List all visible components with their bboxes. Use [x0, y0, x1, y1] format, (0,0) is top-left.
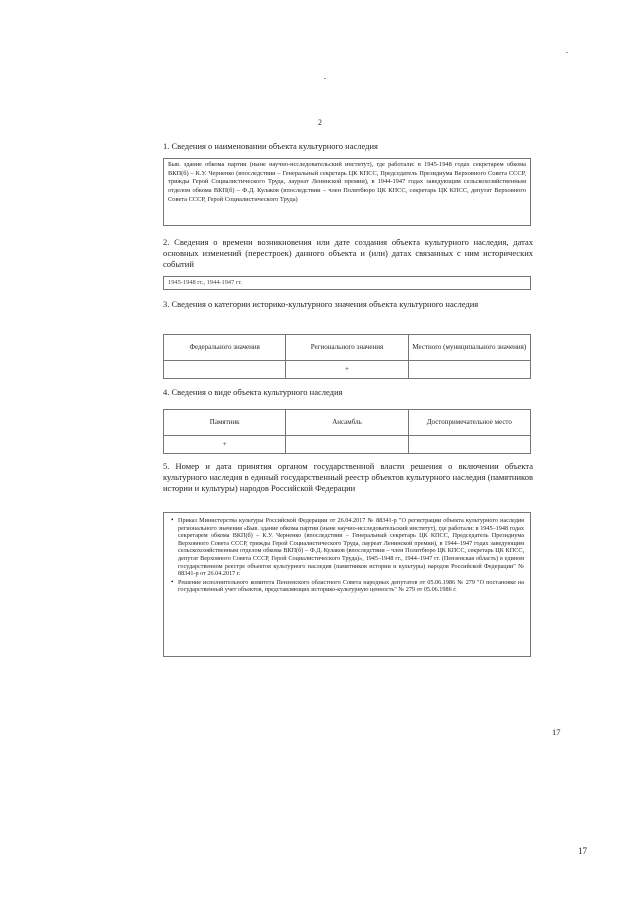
category-table — [163, 334, 531, 379]
table-cell — [164, 361, 286, 379]
section-5-title: 5. Номер и дата принятия органом государственной власти решения о включении объекта культурного наследия в единый государственный реестр объектов культурного наследия (памятников истории и культуры) народов Российской Федерации — [163, 461, 533, 493]
type-table — [163, 409, 531, 454]
scan-speck — [566, 52, 568, 53]
section-5-box — [163, 512, 531, 657]
list-item: • Приказ Министерства культуры Российской Федерации от 26.04.2017 № 88341-р "О регистрации объекта культурного наследия регионального значения «Быв. здание обкома партии (ныне научно-исследовательский институт), где работали: в 1945–1948 годах секретарем обкома ВКП(б) – К.У. Черненко (впоследствии – Генеральный секретарь ЦК КПСС, Председатель Президиума Верховного Совета СССР, трижды Герой Социалистического Труда, лауреат Ленинской премии), в 1944–1947 годах заведующим сельскохозяйственным отделом обкома ВКП(б) – Ф.Д. Кулаков (впоследствии – член Политбюро ЦК КПСС, секретарь ЦК КПСС, депутат Верховного Совета СССР, Герой Социалистического Труда)», 1945–1948 гг., 1944–1947 гг. (Пензенская область) в едином государственном реестре объектов культурного наследия (памятников истории и культуры) народов Российской Федерации" № 88341-р от 26.04.2017 г. — [178, 517, 524, 578]
table-header-cell: Местного (муниципального значения) — [408, 335, 530, 361]
table-row — [164, 335, 531, 361]
table-cell: + — [286, 361, 408, 379]
page-number: 2 — [318, 118, 322, 127]
table-header-cell: Памятник — [164, 410, 286, 436]
handwritten-page-number: 17 — [552, 727, 561, 737]
table-row — [164, 436, 531, 454]
table-cell: + — [164, 436, 286, 454]
footer-page-number: 17 — [578, 846, 587, 856]
section-4-title: 4. Сведения о виде объекта культурного наследия — [163, 387, 343, 397]
list-item: • Решение исполнительного комитета Пензенского областного Совета народных депутатов от 05.06.1986 № 279 "О постановке на государственный учет объектов, представляющих историко-культурную ценность" № 279 от 05.06.1986 г. — [178, 579, 524, 594]
table-header-cell: Федерального значения — [164, 335, 286, 361]
registry-acts-list — [164, 513, 530, 599]
section-1-box — [163, 158, 531, 226]
table-cell — [408, 361, 530, 379]
table-row — [164, 361, 531, 379]
table-row — [164, 410, 531, 436]
section-2-box — [163, 276, 531, 290]
table-header-cell: Ансамбль — [286, 410, 408, 436]
table-cell — [286, 436, 408, 454]
table-header-cell: Регионального значения — [286, 335, 408, 361]
section-3-title: 3. Сведения о категории историко-культурного значения объекта культурного наследия — [163, 299, 479, 309]
scan-speck — [324, 78, 326, 79]
section-1-title: 1. Сведения о наименовании объекта культурного наследия — [163, 141, 378, 151]
section-2-title: 2. Сведения о времени возникновения или дате создания объекта культурного наследия, датах основных изменений (перестроек) данного объекта и (или) датах связанных с ним исторических событий — [163, 237, 533, 269]
table-header-cell: Достопримечательное место — [408, 410, 530, 436]
section-1-text: Быв. здание обкома партии (ныне научно-исследовательский институт), где работали: в 1945-1948 годах секретарем обкома ВКП(б) – К.У. Черненко (впоследствии – Генеральный секретарь ЦК КПСС, Председатель Президиума Верховного Совета СССР, трижды Герой Социалистического Труда, лауреат Ленинской премии), в 1944-1947 годах заведующим сельскохозяйственным отделом обкома ВКП(б) – Ф.Д. Кулаков (впоследствии – член Политбюро ЦК КПСС, секретарь ЦК КПСС, депутат Верховного Совета СССР, Герой Социалистического Труда) — [168, 161, 526, 203]
section-2-text: 1945-1948 гг., 1944-1947 гг. — [168, 279, 243, 286]
table-cell — [408, 436, 530, 454]
